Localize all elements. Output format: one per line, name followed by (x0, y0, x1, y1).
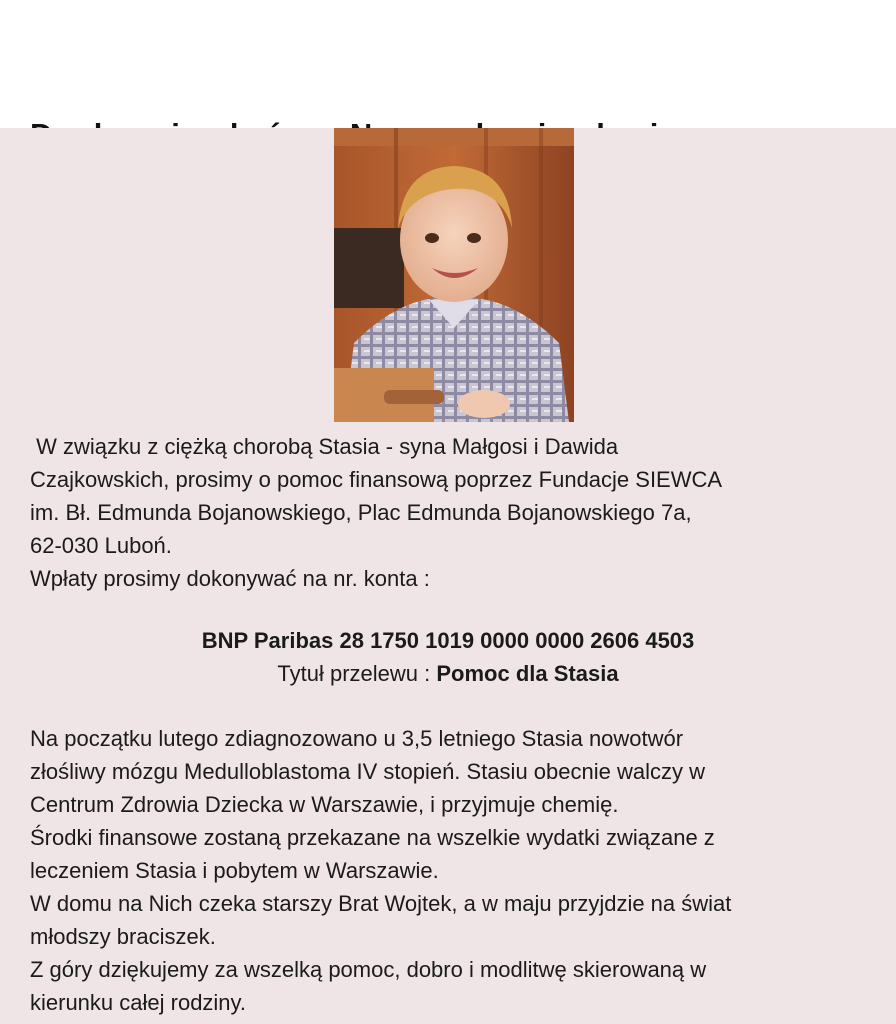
transfer-title-value: Pomoc dla Stasia (436, 661, 619, 686)
transfer-title-label: Tytuł przelewu : (277, 661, 437, 686)
intro-line: 62-030 Luboń. (30, 533, 172, 558)
child-photo-icon (334, 128, 574, 422)
intro-line: Wpłaty prosimy dokonywać na nr. konta : (30, 566, 430, 591)
story-line: złośliwy mózgu Medulloblastoma IV stopień. Stasiu obecnie walczy w (30, 759, 705, 784)
story-line: W domu na Nich czeka starszy Brat Wojtek, a w maju przyjdzie na świat (30, 891, 732, 916)
transfer-title (0, 657, 896, 690)
intro-line: W związku z ciężką chorobą Stasia - syna Małgosi i Dawida (30, 434, 619, 459)
story-line: kierunku całej rodziny. (30, 990, 247, 1015)
story-line: Centrum Zdrowia Dziecka w Warszawie, i przyjmuje chemię. (30, 792, 619, 817)
story-line: Z góry dziękujemy za wszelką pomoc, dobro i modlitwę skierowaną w (30, 957, 707, 982)
bank-details (0, 624, 896, 690)
intro-line: im. Bł. Edmunda Bojanowskiego, Plac Edmunda Bojanowskiego 7a, (30, 500, 692, 525)
intro-paragraph (30, 430, 880, 595)
story-line: młodszy braciszek. (30, 924, 216, 949)
story-paragraph (30, 722, 880, 1019)
account-number: BNP Paribas 28 1750 1019 0000 0000 2606 4503 (201, 628, 695, 653)
story-line: Na początku lutego zdiagnozowano u 3,5 letniego Stasia nowotwór (30, 726, 684, 751)
intro-line: Czajkowskich, prosimy o pomoc finansową poprzez Fundacje SIEWCA (30, 467, 723, 492)
story-line: leczeniem Stasia i pobytem w Warszawie. (30, 858, 439, 883)
story-line: Środki finansowe zostaną przekazane na wszelkie wydatki związane z (30, 825, 715, 850)
post-header (0, 0, 896, 128)
